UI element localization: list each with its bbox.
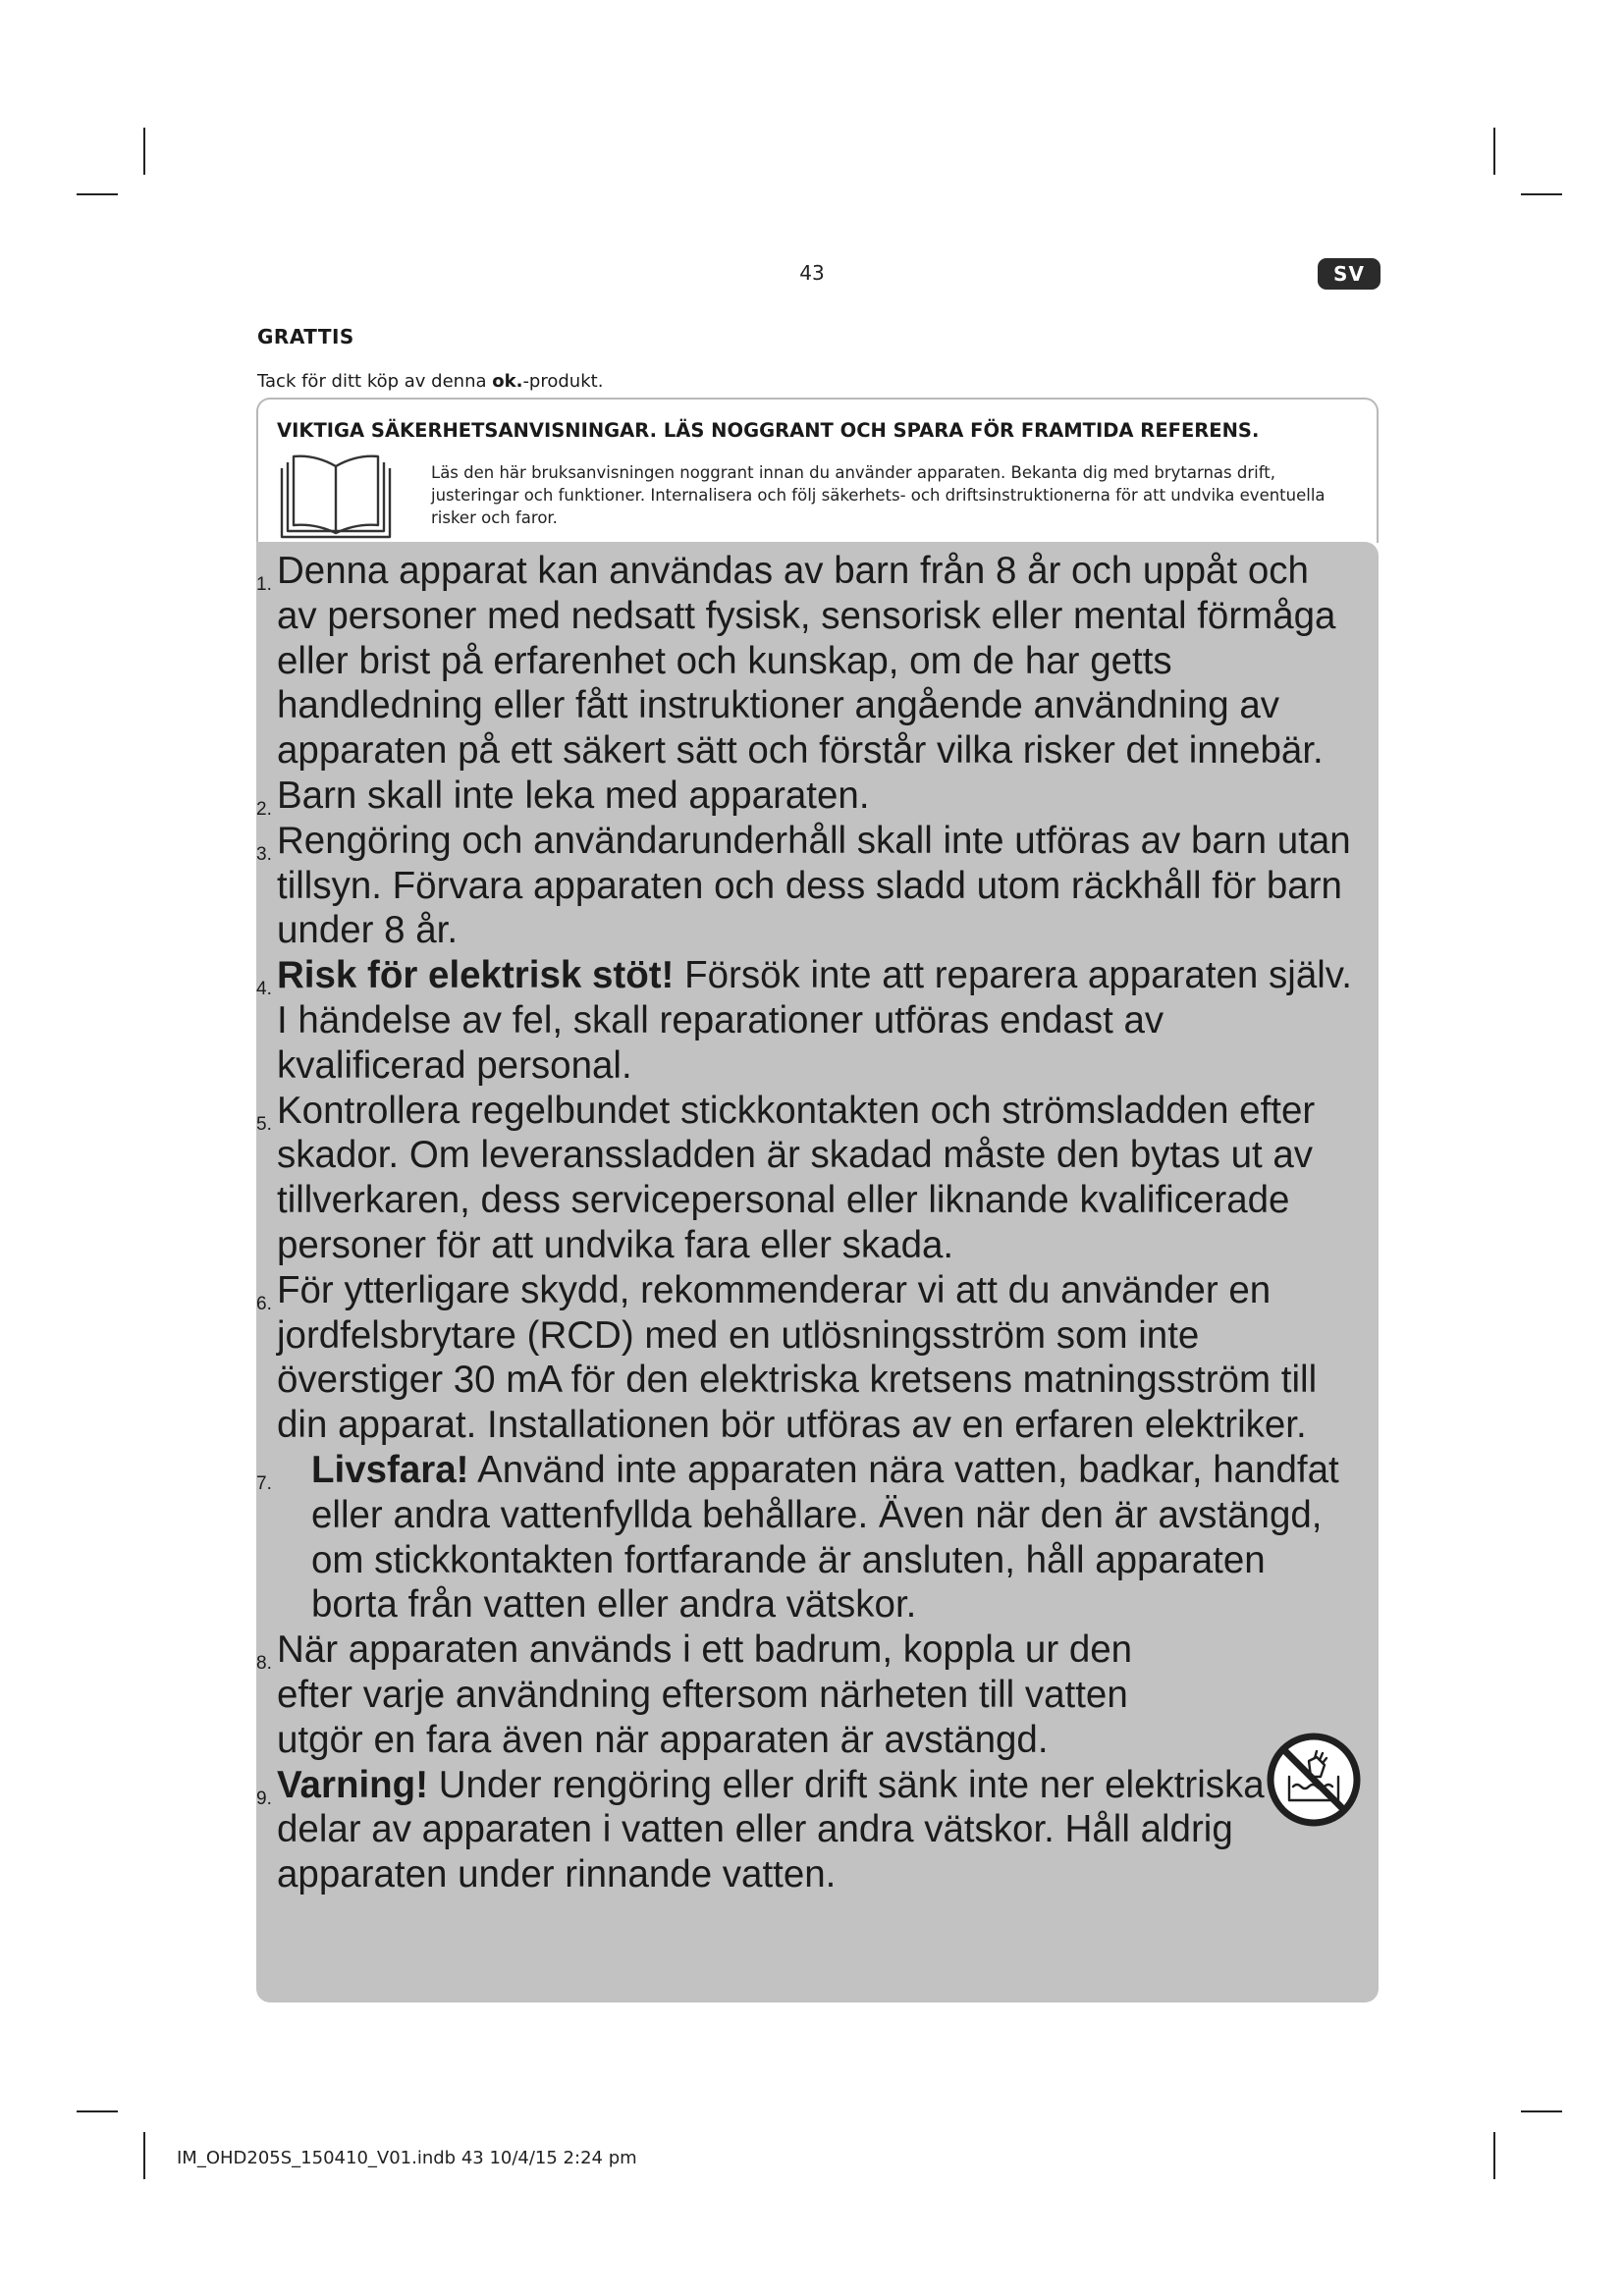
open-book-icon [278, 454, 394, 539]
page-heading: GRATTIS [257, 325, 354, 348]
safety-item [256, 1763, 1379, 1897]
safety-item [256, 1268, 1379, 1448]
crop-mark [1521, 2110, 1562, 2112]
item-number: 4. [256, 979, 272, 1000]
brand-name: ok. [492, 371, 523, 392]
item-number: 7. [256, 1472, 272, 1494]
safety-instructions-panel [256, 542, 1379, 2002]
print-slug: IM_OHD205S_150410_V01.indb 43 10/4/15 2:24 pm [177, 2148, 637, 2168]
warning-label: Varning! [277, 1763, 429, 1806]
item-body: Använd inte apparaten nära vatten, badkar, handfat eller andra vattenfyllda behållare. Även när den är avstängd, om stickkontakten fortfarande är ansluten, håll apparaten borta från vatten eller andra vätskor. [311, 1448, 1339, 1627]
crop-mark [77, 2110, 118, 2112]
item-text: Kontrollera regelbundet stickkontakten och strömsladden efter skador. Om leveranssladden är skadad måste den bytas ut av tillverkaren, dess servicepersonal eller liknande kvalificerade personer för att undvika fara eller skada. [277, 1089, 1316, 1266]
safety-notice-box [256, 398, 1379, 543]
item-text [311, 1448, 1359, 1628]
safety-item [256, 1089, 1379, 1268]
safety-item [256, 774, 1379, 819]
item-number: 1. [256, 574, 272, 595]
warning-label: Livsfara! [311, 1448, 469, 1491]
crop-mark [143, 2132, 145, 2179]
item-number: 6. [256, 1293, 272, 1314]
safety-list [256, 549, 1379, 1897]
item-number: 9. [256, 1788, 272, 1809]
safety-item [256, 1628, 1379, 1762]
no-water-immersion-icon [1266, 1732, 1362, 1828]
item-number: 8. [256, 1653, 272, 1675]
item-text [277, 953, 1359, 1088]
item-text: Barn skall inte leka med apparaten. [277, 774, 870, 817]
safety-item [256, 953, 1379, 1088]
crop-mark [1493, 128, 1495, 175]
notice-title: VIKTIGA SÄKERHETSANVISNINGAR. LÄS NOGGRANT OCH SPARA FÖR FRAMTIDA REFERENS. [277, 419, 1260, 442]
crop-mark [1521, 193, 1562, 195]
item-text: Rengöring och användarunderhåll skall inte utföras av barn utan tillsyn. Förvara apparaten och dess sladd utom räckhåll för barn under 8 år. [277, 819, 1351, 952]
page-number: 43 [799, 261, 825, 285]
item-text [277, 1763, 1359, 1897]
safety-item [256, 549, 1379, 774]
notice-text: Läs den här bruksanvisningen noggrant innan du använder apparaten. Bekanta dig med brytarnas drift, justeringar och funktioner. Internalisera och följ säkerhets- och driftsinstruktionerna för att undvika eventuella risker och faror. [431, 463, 1326, 527]
item-text: För ytterligare skydd, rekommenderar vi att du använder en jordfelsbrytare (RCD) med en utlösningsström som inte överstiger 30 mA för den elektriska kretsens matningsström till din apparat. Installationen bör utföras av en erfaren elektriker. [277, 1268, 1318, 1447]
item-number: 3. [256, 843, 272, 865]
safety-item [256, 1448, 1379, 1628]
crop-mark [77, 193, 118, 195]
item-body: Under rengöring eller drift sänk inte ner elektriska delar av apparaten i vatten eller andra vätskor. Håll aldrig apparaten under rinnande vatten. [277, 1763, 1265, 1896]
item-number: 2. [256, 798, 272, 820]
crop-mark [1493, 2132, 1495, 2179]
crop-mark [143, 128, 145, 175]
warning-label: Risk för elektrisk stöt! [277, 954, 675, 997]
thanks-suffix: -produkt. [522, 371, 604, 392]
item-text: Denna apparat kan användas av barn från 8 år och uppåt och av personer med nedsatt fysisk, sensorisk eller mental förmåga eller brist på erfarenhet och kunskap, om de har getts handledning eller fått instruktioner angående användning av apparaten på ett säkert sätt och förstår vilka risker det innebär. [277, 550, 1336, 773]
language-badge: SV [1318, 258, 1380, 290]
thanks-prefix: Tack för ditt köp av denna [257, 371, 493, 392]
thanks-line [257, 371, 603, 392]
safety-item [256, 819, 1379, 953]
item-text: När apparaten används i ett badrum, koppla ur den efter varje användning eftersom närheten till vatten utgör en fara även när apparaten är avstängd. [277, 1629, 1133, 1761]
item-number: 5. [256, 1113, 272, 1135]
item-body: Försök inte att reparera apparaten själv. I händelse av fel, skall reparationer utföras endast av kvalificerad personal. [277, 954, 1352, 1087]
